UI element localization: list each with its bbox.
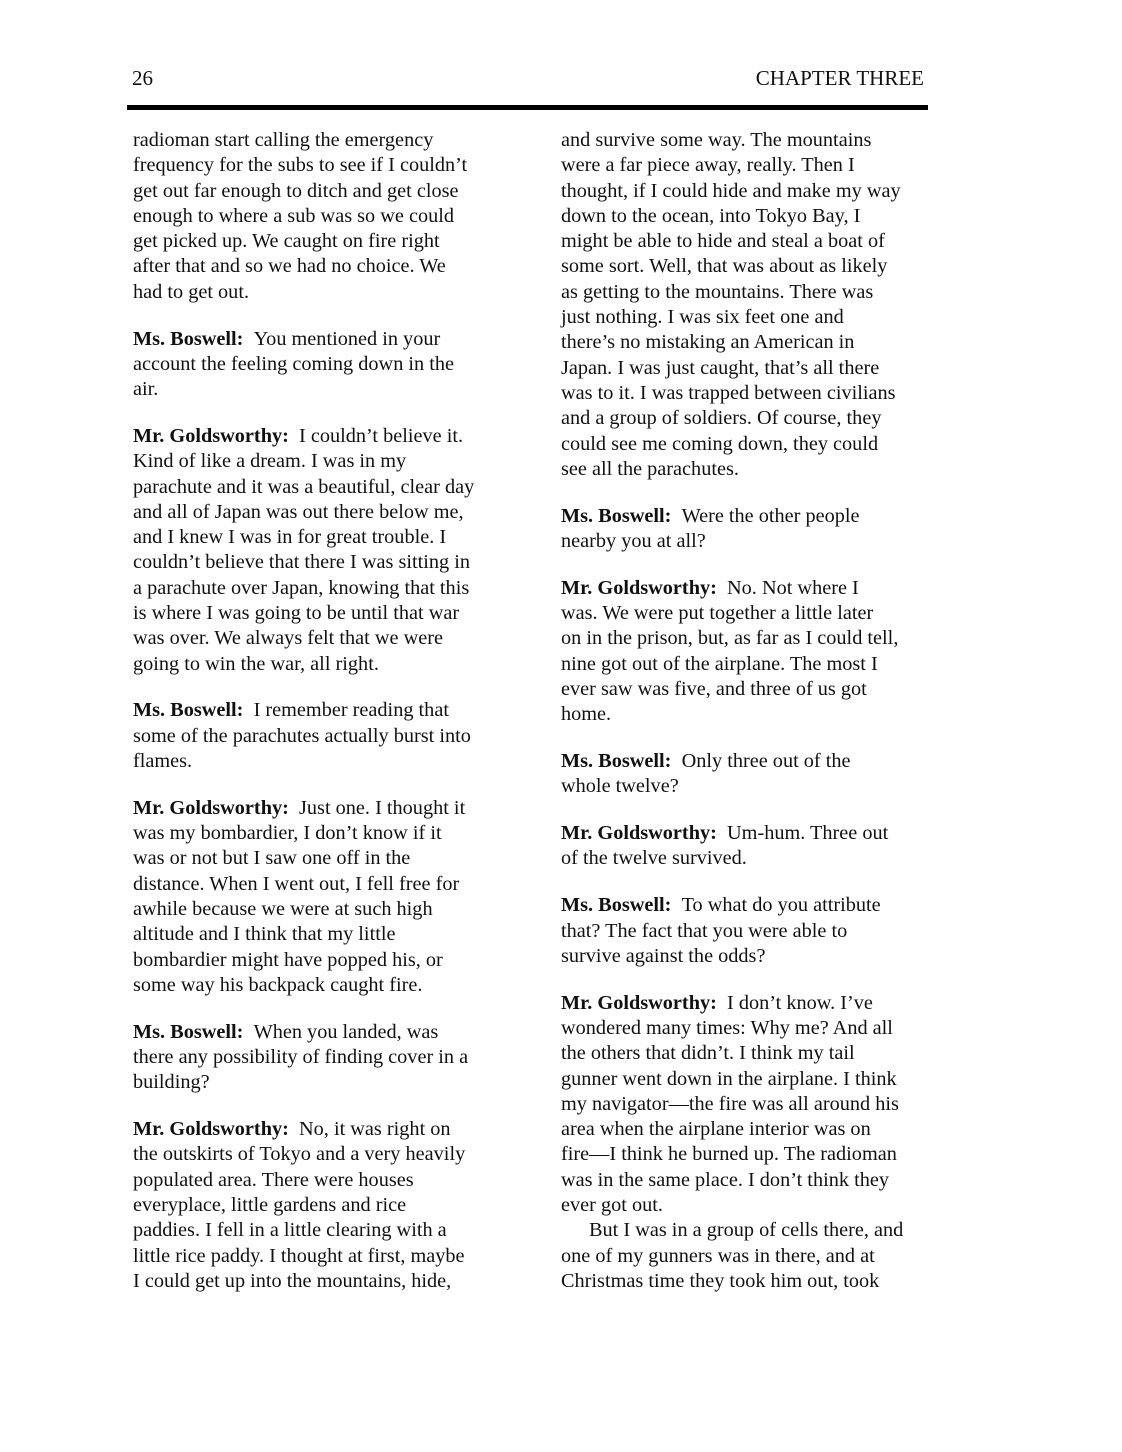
dialogue-paragraph (561, 749, 933, 800)
line-text: going to win the war, all right. (133, 652, 379, 675)
line-text: get picked up. We caught on fire right (133, 230, 440, 253)
line-text: and I knew I was in for great trouble. I (133, 526, 447, 549)
chapter-title: CHAPTER THREE (755, 66, 924, 90)
line-text: altitude and I think that my little (133, 923, 396, 946)
text-line (133, 525, 508, 550)
text-line (561, 381, 933, 406)
text-line (133, 377, 508, 402)
text-line (561, 626, 933, 651)
text-line (133, 500, 508, 525)
line-text: fire—I think he burned up. The radioman (561, 1143, 897, 1166)
text-line (561, 529, 933, 554)
text-line (133, 1168, 508, 1193)
text-line (561, 893, 933, 918)
text-line (561, 179, 933, 204)
dialogue-paragraph (133, 424, 508, 677)
line-text: and a group of soldiers. Of course, they (561, 407, 882, 430)
line-text: some sort. Well, that was about as likely (561, 255, 888, 278)
text-line (133, 1020, 508, 1045)
text-line (561, 1168, 933, 1193)
line-text: To what do you attribute (681, 894, 881, 917)
line-text: was to it. I was trapped between civilians (561, 381, 896, 404)
line-text: had to get out. (133, 280, 250, 303)
right-column (561, 128, 933, 1316)
text-line (133, 352, 508, 377)
text-line (561, 749, 933, 774)
line-text: and all of Japan was out there below me, (133, 500, 464, 523)
speaker-label: Mr. Goldsworthy: (561, 576, 717, 599)
line-text: Um-hum. Three out (727, 822, 889, 845)
text-line (561, 601, 933, 626)
text-line (133, 724, 508, 749)
dialogue-paragraph (561, 893, 933, 969)
text-line (561, 153, 933, 178)
text-line (561, 356, 933, 381)
continued-paragraph (561, 128, 933, 482)
text-line (561, 330, 933, 355)
line-text: whole twelve? (561, 775, 679, 798)
text-line (561, 204, 933, 229)
text-line (561, 1067, 933, 1092)
line-text: couldn’t believe that there I was sitting in (133, 551, 470, 574)
speaker-label: Ms. Boswell: (561, 750, 672, 773)
text-line (133, 327, 508, 352)
text-line (133, 846, 508, 871)
text-line: But I was in a group of cells there, and (589, 1219, 904, 1242)
dialogue-paragraph (561, 504, 933, 555)
continued-paragraph (133, 128, 508, 305)
line-text: bombardier might have popped his, or (133, 948, 443, 971)
line-text: is where I was going to be until that war (133, 602, 460, 625)
line-text: the outskirts of Tokyo and a very heavily (133, 1143, 466, 1166)
line-text: could see me coming down, they could (561, 432, 879, 455)
text-line (561, 919, 933, 944)
line-text: You mentioned in your (253, 327, 441, 350)
line-text: get out far enough to ditch and get close (133, 179, 459, 202)
line-text: flames. (133, 750, 193, 773)
dialogue-paragraph (561, 576, 933, 728)
text-line (133, 796, 508, 821)
text-line (133, 948, 508, 973)
dialogue-paragraph (133, 327, 508, 403)
text-line (133, 1193, 508, 1218)
line-text: account the feeling coming down in the (133, 352, 455, 375)
speaker-label: Mr. Goldsworthy: (133, 424, 289, 447)
line-text: ever saw was five, and three of us got (561, 677, 867, 700)
speaker-label: Ms. Boswell: (561, 894, 672, 917)
text-line (561, 944, 933, 969)
line-text: area when the airplane interior was on (561, 1118, 871, 1141)
line-text: building? (133, 1071, 210, 1094)
text-line (133, 229, 508, 254)
dialogue-paragraph (133, 1117, 508, 1294)
line-text: little rice paddy. I thought at first, maybe (133, 1244, 465, 1267)
text-line (133, 601, 508, 626)
text-line (133, 153, 508, 178)
line-text: there’s no mistaking an American in (561, 331, 855, 354)
text-line (561, 1041, 933, 1066)
line-text: Just one. I thought it (299, 796, 466, 819)
text-line (561, 821, 933, 846)
line-text: Were the other people (681, 504, 860, 527)
text-line (133, 749, 508, 774)
page-number: 26 (132, 66, 153, 90)
line-text: were a far piece away, really. Then I (561, 154, 855, 177)
line-text: ever got out. (561, 1193, 663, 1216)
line-text: I remember reading that (253, 699, 449, 722)
text-line (133, 1070, 508, 1095)
line-text: distance. When I went out, I fell free for (133, 872, 460, 895)
dialogue-paragraph (561, 991, 933, 1295)
text-line (133, 973, 508, 998)
line-text: parachute and it was a beautiful, clear day (133, 475, 475, 498)
text-line (561, 702, 933, 727)
dialogue-paragraph (133, 1020, 508, 1096)
line-text: was my bombardier, I don’t know if it (133, 822, 442, 845)
text-line (133, 821, 508, 846)
text-line (133, 922, 508, 947)
line-text: Kind of like a dream. I was in my (133, 450, 407, 473)
text-line (561, 774, 933, 799)
line-text: everyplace, little gardens and rice (133, 1193, 407, 1216)
speaker-label: Ms. Boswell: (133, 699, 244, 722)
line-text: home. (561, 703, 612, 726)
speaker-label: Mr. Goldsworthy: (133, 796, 289, 819)
text-line (561, 1142, 933, 1167)
text-line (133, 576, 508, 601)
line-text: gunner went down in the airplane. I think (561, 1067, 897, 1090)
speaker-label: Mr. Goldsworthy: (133, 1118, 289, 1141)
line-text: was or not but I saw one off in the (133, 847, 411, 870)
text-line (133, 1218, 508, 1243)
text-line (133, 204, 508, 229)
text-line (561, 1016, 933, 1041)
line-text: on in the prison, but, as far as I could tell, (561, 627, 899, 650)
text-line (133, 254, 508, 279)
line-text: was. We were put together a little later (561, 602, 874, 625)
text-line (133, 128, 508, 153)
text-line (561, 305, 933, 330)
text-line (133, 280, 508, 305)
line-text: of the twelve survived. (561, 847, 747, 870)
text-line (561, 1193, 933, 1218)
line-text: populated area. There were houses (133, 1168, 414, 1191)
text-line (133, 897, 508, 922)
text-line (133, 652, 508, 677)
line-text: after that and so we had no choice. We (133, 255, 446, 278)
text-line (133, 550, 508, 575)
text-line (561, 504, 933, 529)
line-text: that? The fact that you were able to (561, 919, 848, 942)
text-line (133, 1244, 508, 1269)
line-text: Only three out of the (681, 750, 851, 773)
text-line (561, 254, 933, 279)
line-text: No, it was right on (299, 1118, 451, 1141)
line-text: down to the ocean, into Tokyo Bay, I (561, 204, 861, 227)
text-line (133, 1117, 508, 1142)
text-line (133, 626, 508, 651)
text-line: Christmas time they took him out, took (561, 1269, 880, 1292)
line-text: paddies. I fell in a little clearing with a (133, 1219, 447, 1242)
line-text: survive against the odds? (561, 944, 766, 967)
speaker-label: Ms. Boswell: (561, 504, 672, 527)
line-text: my navigator—the fire was all around his (561, 1092, 899, 1115)
text-line (133, 475, 508, 500)
text-line (133, 424, 508, 449)
line-text: air. (133, 378, 159, 401)
text-line (561, 1092, 933, 1117)
line-text: awhile because we were at such high (133, 898, 433, 921)
text-line (561, 280, 933, 305)
speaker-label: Mr. Goldsworthy: (561, 991, 717, 1014)
line-text: as getting to the mountains. There was (561, 280, 874, 303)
line-text: When you landed, was (253, 1020, 439, 1043)
line-text: Japan. I was just caught, that’s all there (561, 356, 880, 379)
text-line (561, 1117, 933, 1142)
text-line (133, 449, 508, 474)
text-line (133, 698, 508, 723)
line-text: I couldn’t believe it. (299, 424, 464, 447)
left-column (133, 128, 508, 1316)
text-line (561, 432, 933, 457)
line-text: there any possibility of finding cover in a (133, 1046, 469, 1068)
speaker-label: Mr. Goldsworthy: (561, 822, 717, 845)
running-header (132, 66, 924, 96)
speaker-label: Ms. Boswell: (133, 327, 244, 350)
line-text: I don’t know. I’ve (727, 991, 873, 1014)
line-text: just nothing. I was six feet one and (561, 306, 844, 329)
line-text: No. Not where I (727, 576, 859, 599)
line-text: the others that didn’t. I think my tail (561, 1042, 855, 1065)
line-text: some way his backpack caught fire. (133, 973, 423, 996)
line-text: some of the parachutes actually burst into (133, 724, 471, 747)
dialogue-paragraph (561, 821, 933, 872)
text-line (133, 1045, 508, 1070)
dialogue-paragraph (133, 796, 508, 998)
text-line (561, 991, 933, 1016)
text-line (561, 128, 933, 153)
line-text: nearby you at all? (561, 529, 706, 552)
line-text: was in the same place. I don’t think they (561, 1168, 889, 1191)
line-text: radioman start calling the emergency (133, 129, 434, 151)
text-line (133, 1269, 508, 1294)
line-text: might be able to hide and steal a boat of (561, 230, 885, 253)
line-text: and survive some way. The mountains (561, 129, 872, 151)
text-line (133, 179, 508, 204)
text-line (561, 576, 933, 601)
line-text: nine got out of the airplane. The most I (561, 652, 878, 675)
line-text: enough to where a sub was so we could (133, 204, 455, 227)
line-text: a parachute over Japan, knowing that this (133, 576, 470, 599)
line-text: I could get up into the mountains, hide, (133, 1269, 452, 1292)
text-line (561, 229, 933, 254)
line-text: wondered many times: Why me? And all (561, 1016, 893, 1039)
text-line (561, 652, 933, 677)
line-text: frequency for the subs to see if I couldn’t (133, 154, 468, 177)
line-text: see all the parachutes. (561, 457, 739, 480)
line-text: was over. We always felt that we were (133, 627, 443, 650)
dialogue-paragraph (133, 698, 508, 774)
text-line (561, 406, 933, 431)
text-line (561, 846, 933, 871)
line-text: thought, if I could hide and make my way (561, 179, 901, 202)
text-line (561, 457, 933, 482)
speaker-label: Ms. Boswell: (133, 1020, 244, 1043)
text-line (133, 872, 508, 897)
text-line (561, 677, 933, 702)
text-line (133, 1142, 508, 1167)
text-line: one of my gunners was in there, and at (561, 1244, 875, 1267)
header-rule (127, 105, 928, 110)
